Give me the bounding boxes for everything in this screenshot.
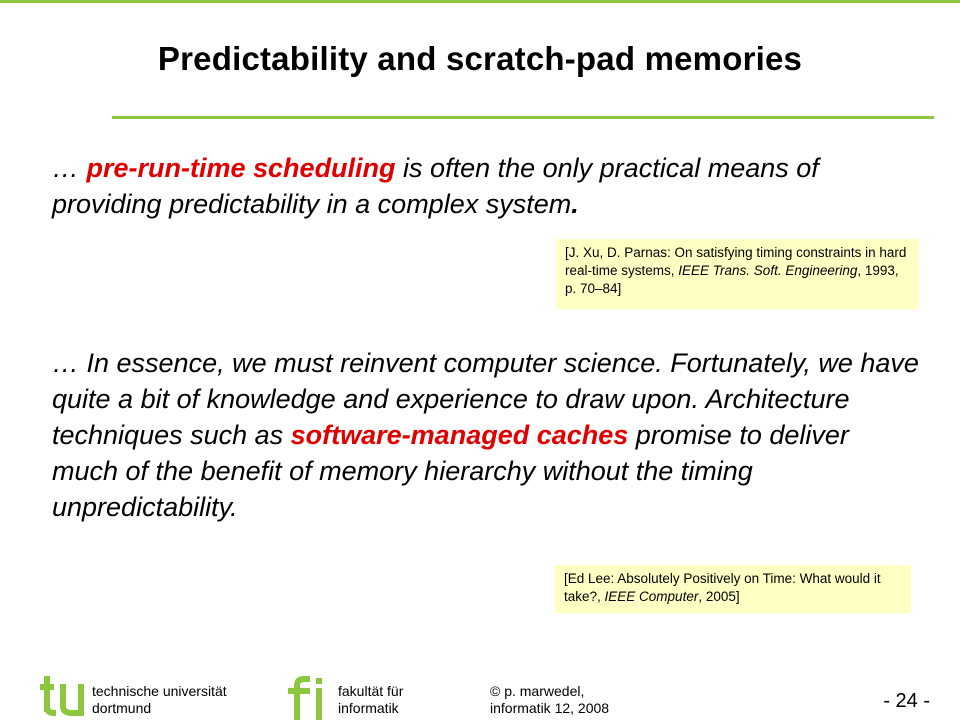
slide-title: Predictability and scratch-pad memories [157,40,803,77]
ref1-details: , 1993, p. 70–84] [565,263,899,296]
ref2-authors: [Ed Lee: Absolutely Positively on Time: What would it take?, [564,571,881,604]
footer-faculty [338,683,403,717]
quote1-end: . [571,189,579,219]
title-underline-rule [112,116,934,119]
footer-university [92,683,227,717]
ref1-journal: IEEE Trans. Soft. Engineering [678,263,858,278]
reference-ed-lee [555,565,911,613]
tu-logo-icon [40,676,86,720]
quote1-body: is often the only practical means of providing predictability in a complex system [52,153,819,219]
ref2-details: , 2005] [698,589,740,604]
quote2-body: promise to deliver much of the benefit of memory hierarchy without the timing unpredictability. [52,420,849,522]
quote1-prefix: … [52,153,87,183]
university-line-1: technische universität [92,683,227,699]
footer-author [490,683,609,717]
quote1-highlight: pre-run-time scheduling [86,153,396,183]
quote-scheduling [52,150,882,222]
top-accent-rule [0,0,960,3]
faculty-line-1: fakultät für [338,683,404,699]
quote-software-caches [52,345,922,525]
author-line-1: © p. marwedel, [490,683,585,699]
author-line-2: informatik 12, 2008 [490,700,610,716]
fi-logo-icon [288,676,328,720]
university-line-2: dortmund [92,700,152,716]
quote2-highlight: software-managed caches [290,420,629,450]
faculty-line-2: informatik [338,700,399,716]
ref2-journal: IEEE Computer [604,589,699,604]
page-number: - 24 - [883,690,930,712]
quote2-prefix: … In essence, we must reinvent computer science. Fortunately, we have quite a bit of knowledge and experience to draw upon. Architecture techniques such as [52,348,919,450]
reference-xu-parnas [556,239,919,309]
ref1-authors: [J. Xu, D. Parnas: On satisfying timing constraints in hard real-time systems, [565,245,907,278]
